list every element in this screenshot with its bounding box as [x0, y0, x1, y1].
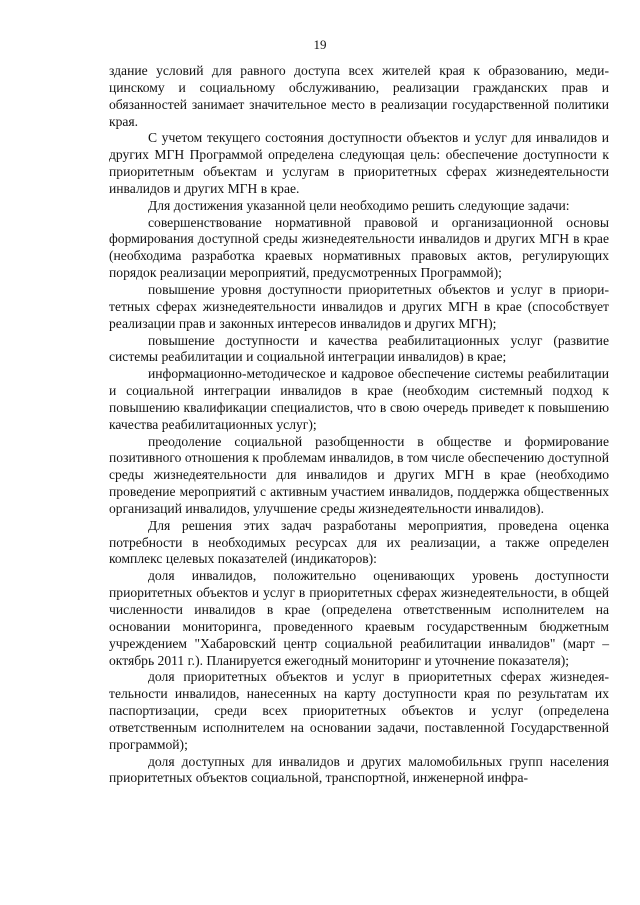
- paragraph-task-2: повышение уровня доступности приоритетных объектов и услуг в приоритетных сферах жизнедеятельности инвалидов и других МГН в крае (способствует реализации прав и законных интересов инвалидов и других МГН);: [109, 281, 609, 331]
- paragraph-indicator-2: доля приоритетных объектов и услуг в приоритетных сферах жизнедеятельности инвалидов, нанесенных на карту доступности края по результатам их паспортизации, среди всех приоритетных объектов и услуг (определена ответственным исполнителем на основании задачи, поставленной Государственной программой);: [109, 669, 609, 752]
- paragraph-goal: С учетом текущего состояния доступности объектов и услуг для инвалидов и других МГН Программой определена следующая цель: обеспечение доступности к приоритетным объектам и услугам в приоритетных сферах жизнедеятельности инвалидов и других МГН в крае.: [109, 130, 609, 196]
- paragraph-task-4: информационно-методическое и кадровое обеспечение системы реабилитации и социальной интеграции инвалидов в крае (необходим системный подход к повышению квалификации специалистов, что в свою очередь приведет к повышению качества реабилитационных услуг);: [109, 366, 609, 432]
- paragraph-task-5: преодоление социальной разобщенности в обществе и формирование позитивного отношения к проблемам инвалидов, в том числе обеспечению доступной среды жизнедеятельности для инвалидов и других МГН в крае (необходимо проведение мероприятий с активным участием инвалидов, поддержка общественных организаций инвалидов, улучшение среды жизнедеятельности инвалидов).: [109, 433, 609, 516]
- paragraph-indicator-1: доля инвалидов, положительно оценивающих уровень доступности приоритетных объектов и услуг в приоритетных сферах жизнедеятельности, в общей численности инвалидов в крае (определена ответственным исполнителем на основании мониторинга, проведенного краевым государственным бюджетным учреждением "Хабаровский центр социальной реабилитации инвалидов" (март – октябрь 2011 г.). Планируется ежегодный мониторинг и уточнение показателя);: [109, 568, 609, 668]
- paragraph-task-3: повышение доступности и качества реабилитационных услуг (развитие системы реабилитации и социальной интеграции инвалидов) в крае;: [109, 332, 609, 365]
- paragraph-tasks-intro: Для достижения указанной цели необходимо решить следующие задачи:: [148, 197, 570, 213]
- paragraph-indicator-3: доля доступных для инвалидов и других маломобильных групп населения приоритетных объектов социальной, транспортной, инженерной инфра-: [109, 753, 609, 786]
- paragraph-indicators-intro: Для решения этих задач разработаны мероприятия, проведена оценка потребности в необходимых ресурсах для их реализации, а также определен комплекс целевых показателей (индикаторов):: [109, 517, 609, 567]
- page-number: 19: [313, 37, 327, 52]
- document-body: [109, 63, 609, 787]
- paragraph-continuation: здание условий для равного доступа всех жителей края к образованию, медицинскому и социальному обслуживанию, реализации гражданских прав и обязанностей занимает значительное место в реализации государственной политики края.: [109, 63, 609, 129]
- paragraph-task-1: совершенствование нормативной правовой и организационной основы формирования доступной среды жизнедеятельности инвалидов и других МГН в крае (необходима разработка краевых нормативных правовых актов, регулирующих порядок реализации мероприятий, предусмотренных Программой);: [109, 214, 609, 281]
